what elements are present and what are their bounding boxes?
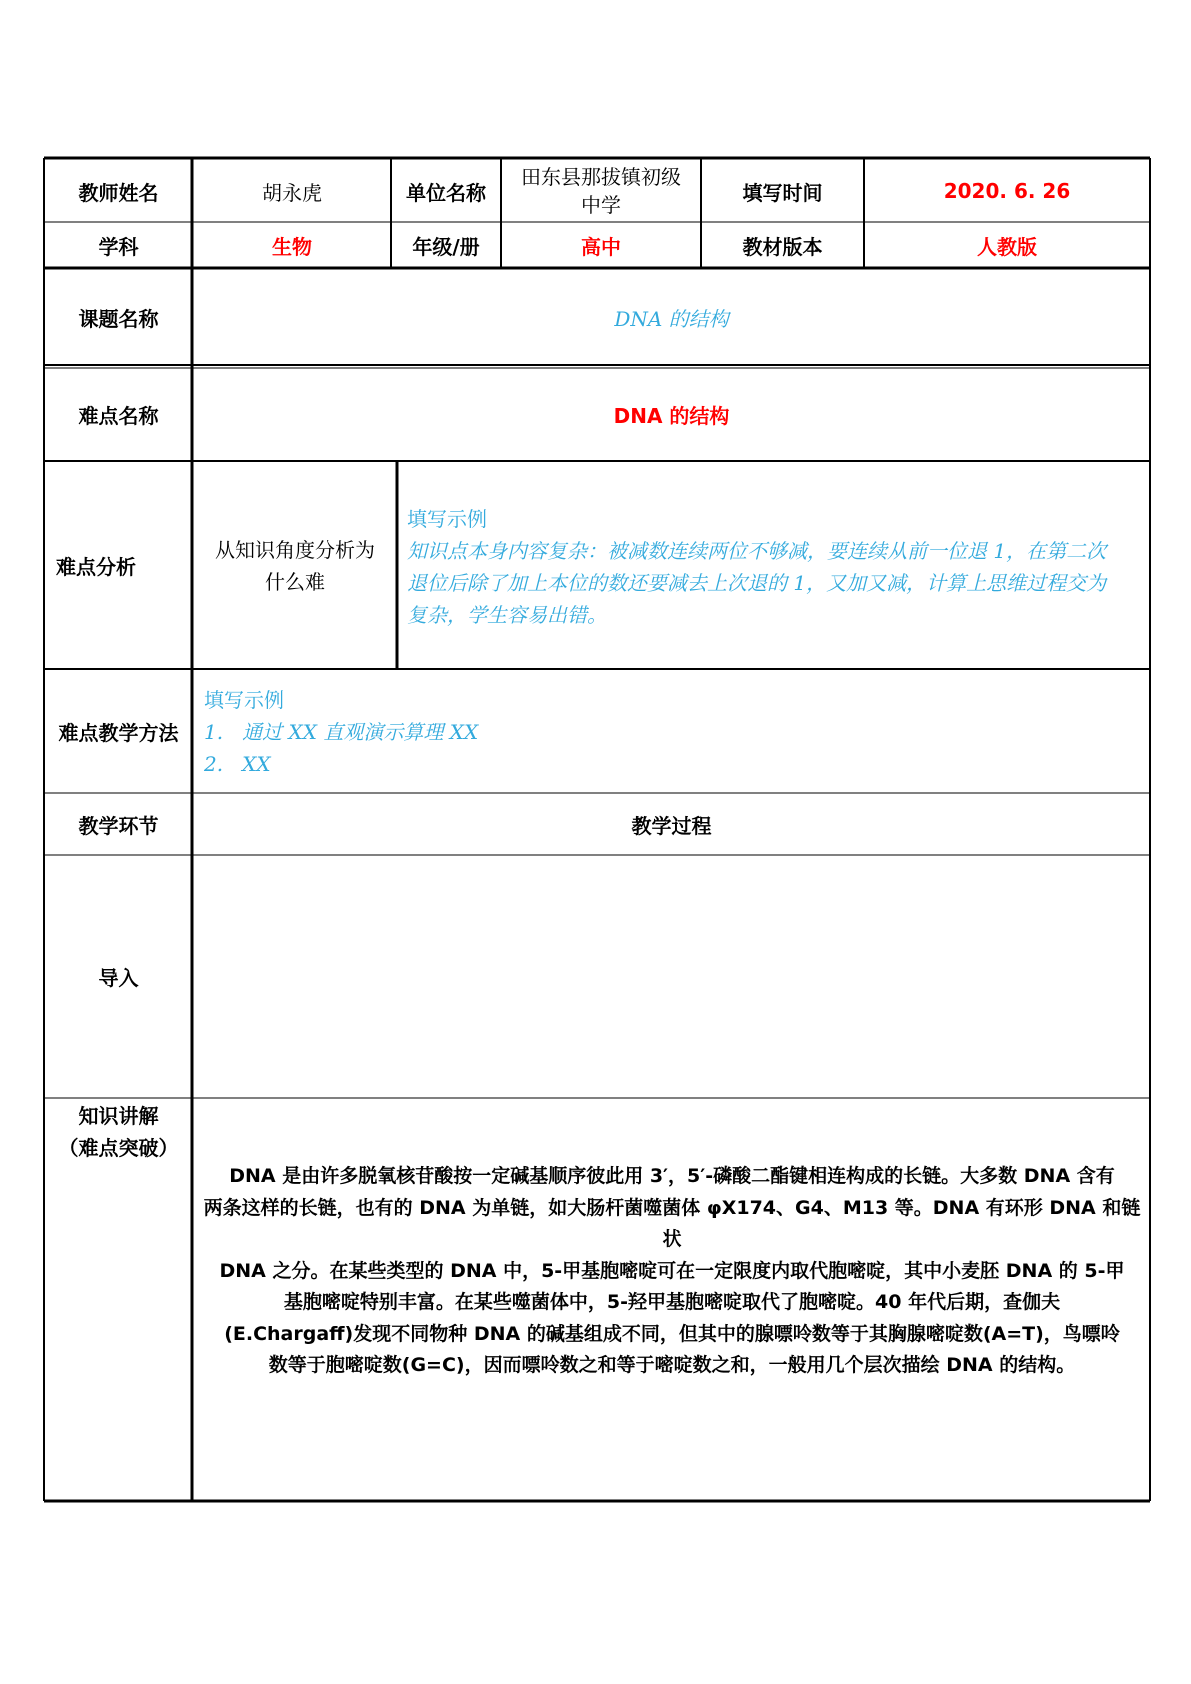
teacher-name-label: 教师姓名 bbox=[78, 180, 159, 205]
grade-value: 高中 bbox=[581, 234, 621, 259]
fill-time-label: 填写时间 bbox=[742, 180, 823, 205]
analysis-sub-label bbox=[194, 463, 396, 668]
textbook-value: 人教版 bbox=[977, 234, 1037, 259]
knowledge-line: 数等于胞嘧啶数(G=C)，因而嘌呤数之和等于嘧啶数之和，一般用几个层次描绘 DNA 的结构。 bbox=[268, 1354, 1076, 1376]
unit-name-line: 中学 bbox=[581, 193, 621, 217]
knowledge-label bbox=[46, 1100, 191, 1164]
analysis-example-title: 填写示例 bbox=[407, 507, 487, 531]
knowledge-content bbox=[196, 1161, 1148, 1382]
analysis-example-line: 复杂，学生容易出错。 bbox=[407, 603, 607, 627]
unit-name-line: 田东县那拔镇初级 bbox=[521, 165, 681, 189]
knowledge-label-line: 知识讲解 bbox=[78, 1104, 159, 1128]
method-example-item: 1. 通过 XX 直观演示算理 XX bbox=[204, 720, 479, 744]
method-example-title: 填写示例 bbox=[204, 688, 284, 712]
teaching-process-label: 教学过程 bbox=[631, 813, 712, 838]
analysis-example-line: 退位后除了加上本位的数还要减去上次退的 1，又加又减，计算上思维过程交为 bbox=[407, 571, 1107, 595]
knowledge-line: (E.Chargaff)发现不同物种 DNA 的碱基组成不同，但其中的腺嘌呤数等于其胸腺嘧啶数(A=T)，鸟嘌呤 bbox=[224, 1322, 1120, 1345]
teacher-name-value: 胡永虎 bbox=[262, 180, 322, 205]
method-label: 难点教学方法 bbox=[58, 721, 179, 745]
topic-label: 课题名称 bbox=[78, 306, 159, 331]
analysis-sub-label-line: 什么难 bbox=[265, 569, 325, 594]
analysis-sub-label-line: 从知识角度分析为 bbox=[215, 537, 375, 562]
analysis-example-line: 知识点本身内容复杂：被减数连续两位不够减，要连续从前一位退 1，在第二次 bbox=[407, 539, 1107, 563]
difficulty-value: DNA 的结构 bbox=[613, 404, 730, 428]
unit-name-value bbox=[502, 160, 700, 222]
knowledge-label-line: （难点突破） bbox=[58, 1136, 179, 1160]
knowledge-line: DNA 是由许多脱氧核苷酸按一定碱基顺序彼此用 3′，5′-磷酸二酯键相连构成的长链。大多数 DNA 含有 bbox=[229, 1165, 1115, 1187]
grade-label: 年级/册 bbox=[412, 234, 480, 259]
method-example bbox=[204, 684, 1144, 780]
analysis-label: 难点分析 bbox=[56, 555, 136, 579]
subject-label: 学科 bbox=[98, 234, 139, 259]
difficulty-label: 难点名称 bbox=[78, 404, 159, 428]
knowledge-line: 两条这样的长链，也有的 DNA 为单链，如大肠杆菌噬菌体 φX174、G4、M13 等。DNA 有环形 DNA 和链状 bbox=[203, 1196, 1141, 1250]
method-example-item: 2. XX bbox=[204, 752, 271, 776]
topic-value: DNA 的结构 bbox=[614, 306, 729, 331]
fill-time-value: 2020. 6. 26 bbox=[943, 179, 1071, 203]
knowledge-line: DNA 之分。在某些类型的 DNA 中，5-甲基胞嘧啶可在一定限度内取代胞嘧啶，其中小麦胚 DNA 的 5-甲 bbox=[219, 1259, 1125, 1282]
intro-label: 导入 bbox=[98, 966, 139, 990]
subject-value: 生物 bbox=[272, 234, 312, 259]
knowledge-line: 基胞嘧啶特别丰富。在某些噬菌体中，5-羟甲基胞嘧啶取代了胞嘧啶。40 年代后期，查伽夫 bbox=[283, 1291, 1061, 1313]
teaching-stage-label: 教学环节 bbox=[78, 813, 159, 838]
unit-name-label: 单位名称 bbox=[406, 180, 486, 205]
analysis-example bbox=[407, 503, 1149, 631]
textbook-label: 教材版本 bbox=[742, 234, 823, 259]
